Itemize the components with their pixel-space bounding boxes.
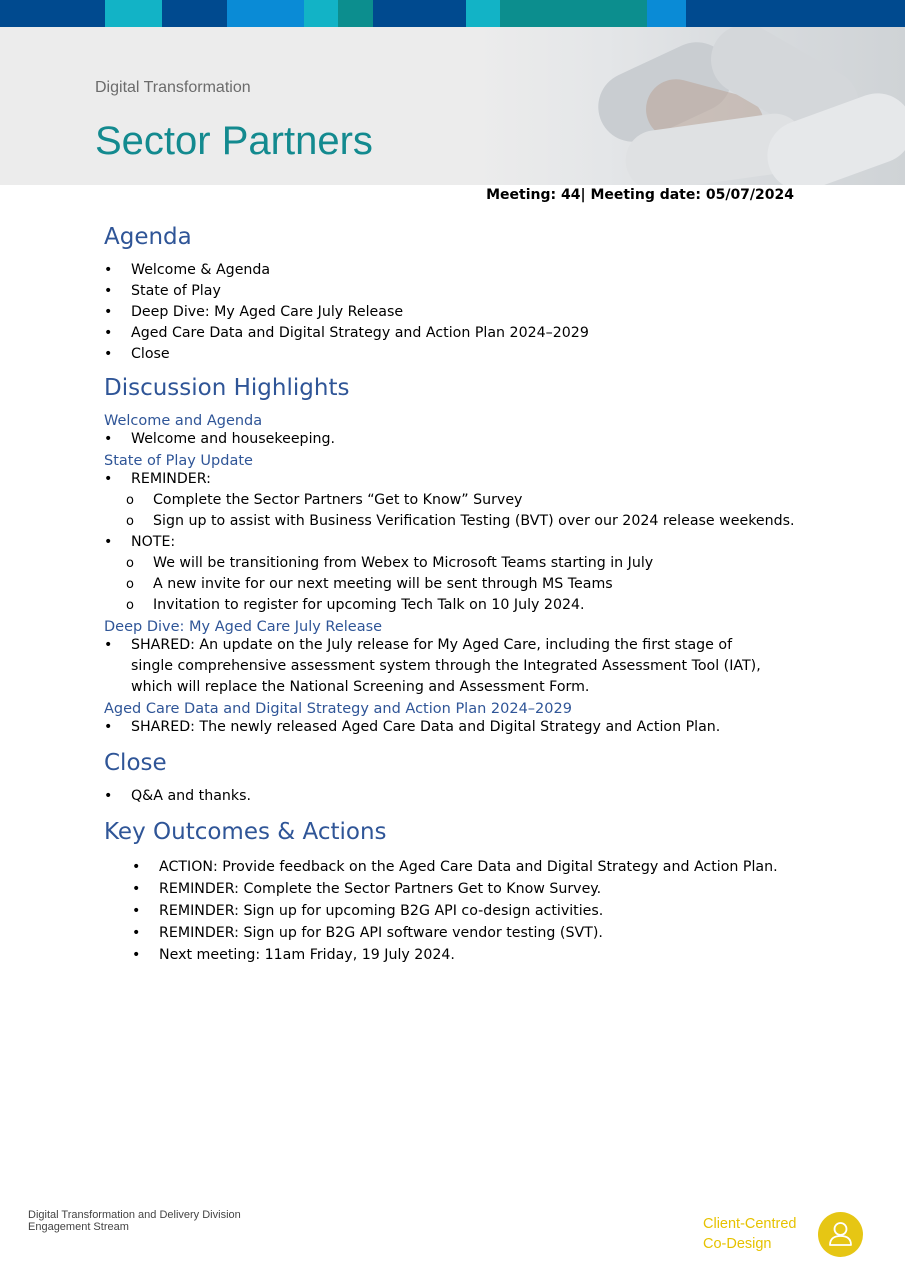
footer-division-line1: Digital Transformation and Delivery Division bbox=[28, 1209, 241, 1221]
agenda-heading: Agenda bbox=[104, 224, 192, 250]
strategy-list bbox=[104, 717, 804, 738]
state-list bbox=[104, 469, 804, 616]
bar-segment bbox=[500, 0, 647, 27]
state-subheading: State of Play Update bbox=[104, 453, 253, 469]
list-item: • SHARED: The newly released Aged Care Data and Digital Strategy and Action Plan. bbox=[104, 717, 804, 738]
list-item: • State of Play bbox=[104, 281, 804, 302]
deepdive-subheading: Deep Dive: My Aged Care July Release bbox=[104, 619, 383, 635]
list-item: • SHARED: An update on the July release for My Aged Care, including the first stage of single comprehensive assessment system through the Integrated Assessment Tool (IAT), which will replace the National Screening and Assessment Form. bbox=[104, 635, 771, 698]
bar-segment bbox=[162, 0, 227, 27]
footer-codesign-line2: Co-Design bbox=[703, 1236, 772, 1252]
person-icon bbox=[818, 1212, 863, 1257]
list-item: • Aged Care Data and Digital Strategy and Action Plan 2024–2029 bbox=[104, 323, 804, 344]
bar-segment bbox=[105, 0, 162, 27]
list-item: • Next meeting: 11am Friday, 19 July 2024. bbox=[104, 945, 804, 966]
bar-segment bbox=[373, 0, 466, 27]
footer-codesign-label bbox=[703, 1214, 797, 1254]
bar-segment bbox=[686, 0, 905, 27]
list-item: o Complete the Sector Partners “Get to Know” Survey bbox=[104, 490, 804, 511]
list-item: • REMINDER: Complete the Sector Partners Get to Know Survey. bbox=[104, 879, 804, 900]
list-item: • Welcome and housekeeping. bbox=[104, 429, 804, 450]
top-color-bar bbox=[0, 0, 905, 27]
list-item: o Sign up to assist with Business Verification Testing (BVT) over our 2024 release weekends. bbox=[104, 511, 804, 532]
welcome-list bbox=[104, 429, 804, 450]
discussion-heading: Discussion Highlights bbox=[104, 375, 350, 401]
outcomes-heading: Key Outcomes & Actions bbox=[104, 819, 387, 845]
agenda-list bbox=[104, 260, 804, 365]
footer-codesign-line1: Client-Centred bbox=[703, 1216, 797, 1232]
page-title: Sector Partners bbox=[95, 119, 373, 163]
list-item: o We will be transitioning from Webex to Microsoft Teams starting in July bbox=[104, 553, 804, 574]
list-item: • REMINDER: Sign up for upcoming B2G API co-design activities. bbox=[104, 901, 804, 922]
list-item: • NOTE: bbox=[104, 532, 804, 553]
close-list bbox=[104, 786, 804, 807]
list-item: • Close bbox=[104, 344, 804, 365]
close-heading: Close bbox=[104, 750, 167, 776]
bar-segment bbox=[0, 0, 105, 27]
bar-segment bbox=[647, 0, 686, 27]
list-item: o Invitation to register for upcoming Tech Talk on 10 July 2024. bbox=[104, 595, 804, 616]
footer-division-line2: Engagement Stream bbox=[28, 1221, 129, 1233]
document-body bbox=[104, 222, 804, 966]
outcomes-list bbox=[104, 857, 804, 966]
strategy-subheading: Aged Care Data and Digital Strategy and Action Plan 2024–2029 bbox=[104, 701, 572, 717]
bar-segment bbox=[227, 0, 304, 27]
bar-segment bbox=[466, 0, 500, 27]
list-item: • REMINDER: Sign up for B2G API software vendor testing (SVT). bbox=[104, 923, 804, 944]
bar-segment bbox=[338, 0, 373, 27]
page-header bbox=[0, 27, 905, 185]
meeting-info: Meeting: 44| Meeting date: 05/07/2024 bbox=[486, 187, 794, 203]
header-kicker: Digital Transformation bbox=[95, 79, 251, 96]
list-item: • REMINDER: bbox=[104, 469, 804, 490]
list-item: o A new invite for our next meeting will be sent through MS Teams bbox=[104, 574, 804, 595]
hands-together-photo bbox=[475, 27, 905, 185]
list-item: • Welcome & Agenda bbox=[104, 260, 804, 281]
list-item: • Q&A and thanks. bbox=[104, 786, 804, 807]
list-item: • Deep Dive: My Aged Care July Release bbox=[104, 302, 804, 323]
list-item: • ACTION: Provide feedback on the Aged Care Data and Digital Strategy and Action Plan. bbox=[104, 857, 804, 878]
bar-segment bbox=[304, 0, 338, 27]
deepdive-list bbox=[104, 635, 804, 698]
welcome-subheading: Welcome and Agenda bbox=[104, 413, 263, 429]
footer-division bbox=[28, 1209, 241, 1233]
